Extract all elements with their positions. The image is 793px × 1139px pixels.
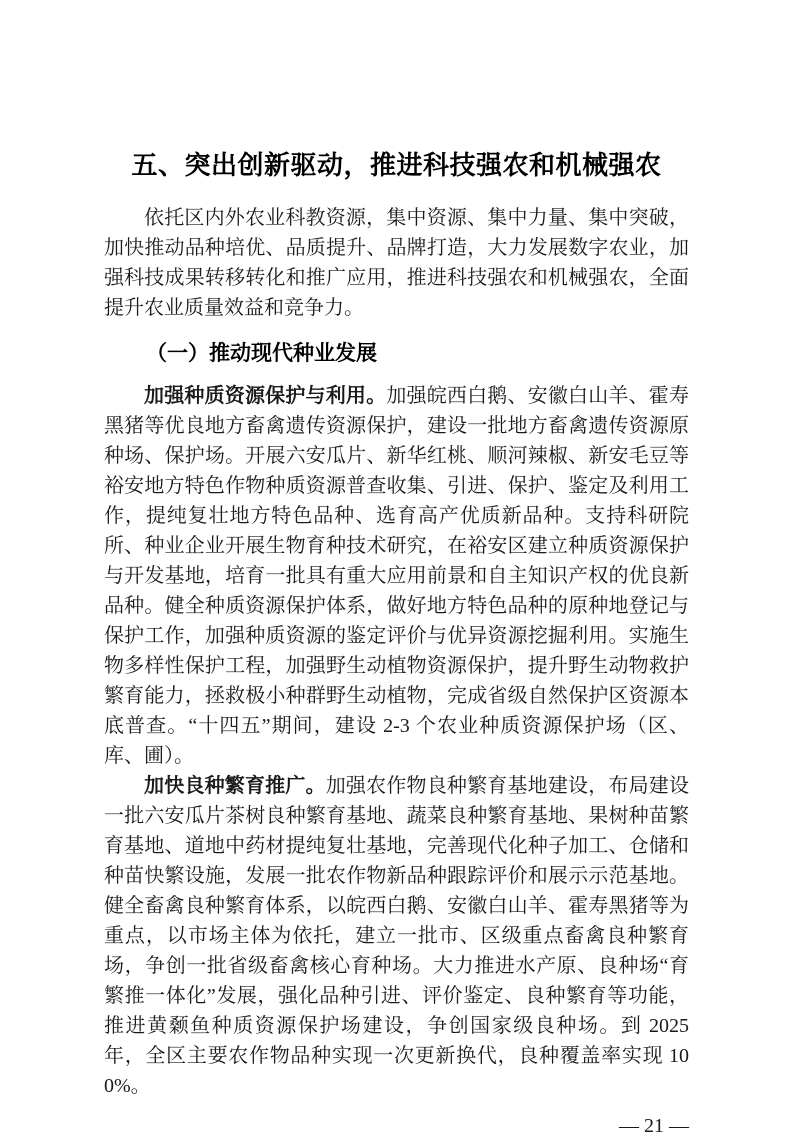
paragraph-text-germplasm: 加强皖西白鹅、安徽白山羊、霍寿黑猪等优良地方畜禽遗传资源保护，建设一批地方畜禽遗传资源原种场、保护场。开展六安瓜片、新华红桃、顺河辣椒、新安毛豆等裕安地方特色作物种质资源普查收集、引进、保护、鉴定及利用工作，提纯复壮地方特色品种、选育高产优质新品种。支持科研院所、种业企业开展生物育种技术研究，在裕安区建立种质资源保护与开发基地，培育一批具有重大应用前景和自主知识产权的优良新品种。健全种质资源保护体系，做好地方特色品种的原种地登记与保护工作，加强种质资源的鉴定评价与优异资源挖掘利用。实施生物多样性保护工程，加强野生动植物资源保护，提升野生动物救护繁育能力，拯救极小种群野生动植物，完成省级自然保护区资源本底普查。“十四五”期间，建设 2-3 个农业种质资源保护场（区、库、圃）。 bbox=[104, 385, 690, 767]
paragraph-lead-germplasm: 加强种质资源保护与利用。 bbox=[144, 385, 387, 407]
page-number: — 21 — bbox=[619, 1115, 689, 1137]
paragraph-germplasm-protection bbox=[104, 381, 689, 771]
paragraph-text-breeding: 加强农作物良种繁育基地建设，布局建设一批六安瓜片茶树良种繁育基地、蔬菜良种繁育基地、果树种苗繁育基地、道地中药材提纯复壮基地，完善现代化种子加工、仓储和种苗快繁设施，发展一批农作物新品种跟踪评价和展示示范基地。健全畜禽良种繁育体系，以皖西白鹅、安徽白山羊、霍寿黑猪等为重点，以市场主体为依托，建立一批市、区级重点畜禽良种繁育场，争创一批省级畜禽核心育种场。大力推进水产原、良种场“育繁推一体化”发展，强化品种引进、评价鉴定、良种繁育等功能，推进黄颡鱼种质资源保护场建设，争创国家级良种场。到 2025 年，全区主要农作物品种实现一次更新换代，良种覆盖率实现 100%。 bbox=[104, 775, 690, 1097]
intro-paragraph: 依托区内外农业科教资源，集中资源、集中力量、集中突破，加快推动品种培优、品质提升、品牌打造，大力发展数字农业，加强科技成果转移转化和推广应用，推进科技强农和机械强农，全面提升农业质量效益和竞争力。 bbox=[104, 207, 689, 319]
paragraph-seed-breeding bbox=[104, 771, 689, 1101]
page-title: 五、突出创新驱动，推进科技强农和机械强农 bbox=[131, 150, 662, 180]
section-heading: （一）推动现代种业发展 bbox=[146, 342, 377, 365]
paragraph-lead-breeding: 加快良种繁育推广。 bbox=[144, 775, 326, 797]
